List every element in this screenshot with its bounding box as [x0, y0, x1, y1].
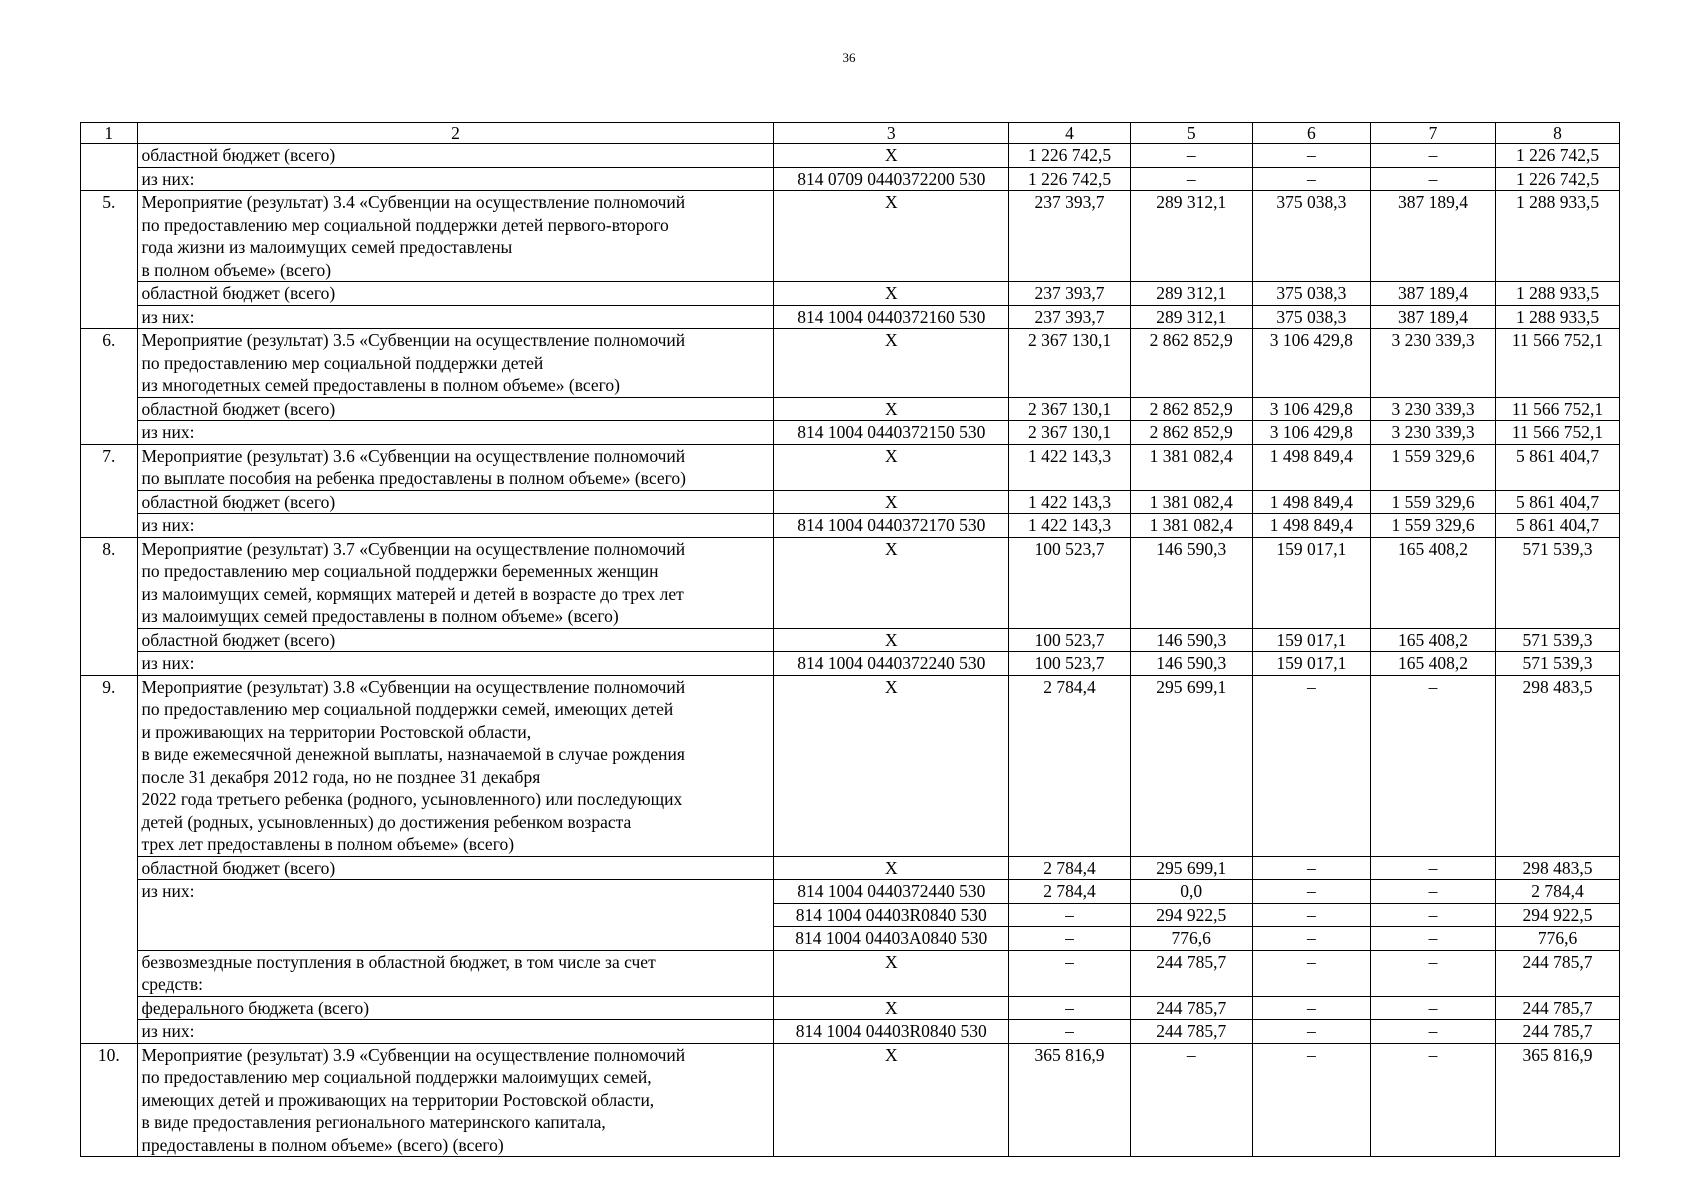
description-line: из них:: [141, 168, 195, 189]
amount-cell: 100 523,7: [1009, 537, 1131, 628]
amount-cell: 571 539,3: [1496, 628, 1620, 652]
amount-cell: 2 367 130,1: [1009, 397, 1131, 421]
amount-cell: 387 189,4: [1371, 305, 1496, 329]
budget-code-cell: Х: [774, 144, 1009, 168]
description-line: в виде предоставления регионального материнского капитала,: [141, 1112, 606, 1132]
description-line: из них:: [141, 422, 195, 442]
amount-cell: 1 498 849,4: [1252, 490, 1370, 514]
amount-cell: 2 862 852,9: [1130, 397, 1252, 421]
amount-cell: 2 862 852,9: [1130, 329, 1252, 398]
item-number-cell: 9.: [81, 675, 138, 856]
amount-cell: 295 699,1: [1130, 856, 1252, 880]
description-line: средств:: [141, 974, 204, 994]
amount-cell: 165 408,2: [1371, 537, 1496, 628]
table-row: [81, 652, 1620, 676]
budget-code-cell: 814 1004 0440372160 530: [774, 305, 1009, 329]
description-line: Мероприятие (результат) 3.9 «Субвенции на осуществление полномочий: [141, 1044, 686, 1065]
amount-cell: 159 017,1: [1252, 628, 1370, 652]
description-line: [142, 927, 770, 950]
table-row: [81, 537, 1620, 628]
description-line: по выплате пособия на ребенка предоставлены в полном объеме» (всего): [141, 468, 686, 488]
description-line: в виде ежемесячной денежной выплаты, назначаемой в случае рождения: [141, 744, 685, 764]
amount-cell: 5 861 404,7: [1496, 490, 1620, 514]
description-cell: [137, 950, 774, 996]
budget-code-cell: Х: [774, 628, 1009, 652]
description-line: областной бюджет (всего): [141, 283, 336, 303]
amount-cell: 375 038,3: [1252, 191, 1370, 282]
amount-cell: 1 559 329,6: [1371, 444, 1496, 490]
description-line: Мероприятие (результат) 3.5 «Субвенции на осуществление полномочий: [141, 330, 686, 350]
table-row: [81, 927, 1620, 951]
table-row: [81, 996, 1620, 1020]
table-row: [81, 514, 1620, 538]
description-line: областной бюджет (всего): [141, 398, 336, 419]
description-line: областной бюджет (всего): [141, 145, 336, 165]
description-line: из них:: [141, 653, 195, 673]
amount-cell: –: [1252, 675, 1370, 856]
description-line: областной бюджет (всего): [141, 857, 336, 878]
table-row: [81, 675, 1620, 856]
amount-cell: –: [1252, 144, 1370, 168]
budget-code-cell: Х: [774, 191, 1009, 282]
amount-cell: 2 862 852,9: [1130, 421, 1252, 445]
amount-cell: 1 226 742,5: [1009, 167, 1131, 191]
description-cell: [137, 421, 774, 445]
amount-cell: –: [1371, 1020, 1496, 1044]
amount-cell: 1 381 082,4: [1130, 490, 1252, 514]
header-cell: 1: [81, 123, 138, 144]
description-line: имеющих детей и проживающих на территории Ростовской области,: [141, 1089, 655, 1110]
item-number-cell: [81, 305, 138, 329]
item-number-cell: [81, 144, 138, 168]
amount-cell: –: [1252, 927, 1370, 951]
table-row: [81, 329, 1620, 398]
table-row: [81, 1020, 1620, 1044]
table-row: [81, 444, 1620, 490]
budget-code-cell: Х: [774, 856, 1009, 880]
table-row: [81, 1043, 1620, 1157]
table-row: [81, 856, 1620, 880]
amount-cell: –: [1009, 927, 1131, 951]
description-cell: [137, 996, 774, 1020]
amount-cell: 1 422 143,3: [1009, 514, 1131, 538]
budget-code-cell: Х: [774, 996, 1009, 1020]
amount-cell: 1 422 143,3: [1009, 444, 1131, 490]
description-line: детей (родных, усыновленных) до достижения ребенком возраста: [141, 811, 632, 832]
description-line: года жизни из малоимущих семей предоставлены: [141, 237, 513, 257]
amount-cell: 244 785,7: [1130, 1020, 1252, 1044]
amount-cell: 3 230 339,3: [1371, 397, 1496, 421]
header-cell: 3: [774, 123, 1009, 144]
amount-cell: 1 226 742,5: [1496, 144, 1620, 168]
amount-cell: 165 408,2: [1371, 652, 1496, 676]
description-line: по предоставлению мер социальной поддержки детей: [141, 352, 544, 373]
item-number-cell: 10.: [81, 1043, 138, 1157]
budget-code-cell: Х: [774, 950, 1009, 996]
budget-code-cell: Х: [774, 1043, 1009, 1157]
amount-cell: 2 367 130,1: [1009, 421, 1131, 445]
amount-cell: 375 038,3: [1252, 305, 1370, 329]
description-cell: [137, 167, 774, 191]
amount-cell: 3 230 339,3: [1371, 329, 1496, 398]
amount-cell: 244 785,7: [1496, 950, 1620, 996]
item-number-cell: [81, 397, 138, 421]
amount-cell: 1 288 933,5: [1496, 282, 1620, 306]
description-cell: [137, 628, 774, 652]
amount-cell: 3 230 339,3: [1371, 421, 1496, 445]
amount-cell: 1 381 082,4: [1130, 444, 1252, 490]
description-line: областной бюджет (всего): [141, 491, 336, 512]
table-row: [81, 397, 1620, 421]
amount-cell: –: [1371, 144, 1496, 168]
header-cell: 5: [1130, 123, 1252, 144]
amount-cell: 146 590,3: [1130, 628, 1252, 652]
budget-code-cell: Х: [774, 537, 1009, 628]
amount-cell: 3 106 429,8: [1252, 397, 1370, 421]
table-row: [81, 191, 1620, 282]
table-row: [81, 421, 1620, 445]
amount-cell: 3 106 429,8: [1252, 421, 1370, 445]
amount-cell: 571 539,3: [1496, 652, 1620, 676]
amount-cell: 387 189,4: [1371, 282, 1496, 306]
item-number-cell: [81, 421, 138, 445]
description-line: Мероприятие (результат) 3.7 «Субвенции на осуществление полномочий: [141, 538, 686, 559]
amount-cell: 1 226 742,5: [1496, 167, 1620, 191]
description-cell: [137, 675, 774, 856]
amount-cell: –: [1252, 950, 1370, 996]
amount-cell: 1 422 143,3: [1009, 490, 1131, 514]
amount-cell: –: [1009, 1020, 1131, 1044]
amount-cell: 1 288 933,5: [1496, 305, 1620, 329]
description-cell: [137, 652, 774, 676]
header-cell: 8: [1496, 123, 1620, 144]
amount-cell: 298 483,5: [1496, 675, 1620, 856]
item-number-cell: 5.: [81, 191, 138, 282]
amount-cell: 776,6: [1496, 927, 1620, 951]
amount-cell: –: [1371, 903, 1496, 927]
item-number-cell: [81, 628, 138, 652]
item-number-cell: [81, 856, 138, 880]
amount-cell: 365 816,9: [1009, 1043, 1131, 1157]
amount-cell: –: [1130, 167, 1252, 191]
item-number-cell: [81, 167, 138, 191]
amount-cell: 5 861 404,7: [1496, 514, 1620, 538]
item-number-cell: [81, 950, 138, 996]
description-line: по предоставлению мер социальной поддержки малоимущих семей,: [141, 1067, 652, 1087]
description-cell: [137, 856, 774, 880]
description-line: Мероприятие (результат) 3.8 «Субвенции на осуществление полномочий: [141, 676, 686, 697]
table-row: [81, 282, 1620, 306]
table-row: [81, 950, 1620, 996]
amount-cell: 1 498 849,4: [1252, 514, 1370, 538]
description-line: федерального бюджета (всего): [141, 997, 370, 1018]
description-line: по предоставлению мер социальной поддержки беременных женщин: [141, 561, 659, 581]
amount-cell: –: [1371, 880, 1496, 904]
amount-cell: –: [1371, 1043, 1496, 1157]
amount-cell: 237 393,7: [1009, 191, 1131, 282]
amount-cell: 1 498 849,4: [1252, 444, 1370, 490]
amount-cell: 2 784,4: [1496, 880, 1620, 904]
budget-code-cell: 814 1004 0440372170 530: [774, 514, 1009, 538]
description-line: трех лет предоставлены в полном объеме» (всего): [141, 834, 515, 854]
amount-cell: 2 784,4: [1009, 675, 1131, 856]
description-line: 2022 года третьего ребенка (родного, усыновленного) или последующих: [141, 789, 683, 809]
description-line: из малоимущих семей предоставлены в полном объеме» (всего): [141, 606, 619, 626]
item-number-cell: [81, 880, 138, 904]
amount-cell: 1 288 933,5: [1496, 191, 1620, 282]
amount-cell: 237 393,7: [1009, 282, 1131, 306]
description-line: областной бюджет (всего): [141, 629, 336, 650]
table-row: [81, 880, 1620, 904]
description-line: из них:: [141, 515, 195, 535]
budget-code-cell: Х: [774, 282, 1009, 306]
amount-cell: 2 367 130,1: [1009, 329, 1131, 398]
description-cell: [137, 927, 774, 951]
header-cell: 6: [1252, 123, 1370, 144]
budget-table: [80, 122, 1620, 1157]
description-line: и проживающих на территории Ростовской области,: [141, 721, 532, 742]
description-cell: [137, 282, 774, 306]
item-number-cell: 8.: [81, 537, 138, 628]
budget-code-cell: Х: [774, 490, 1009, 514]
description-line: из них:: [141, 1021, 195, 1041]
amount-cell: –: [1371, 675, 1496, 856]
amount-cell: –: [1252, 880, 1370, 904]
amount-cell: 165 408,2: [1371, 628, 1496, 652]
amount-cell: 2 784,4: [1009, 856, 1131, 880]
budget-code-cell: 814 1004 04403A0840 530: [774, 927, 1009, 951]
amount-cell: 571 539,3: [1496, 537, 1620, 628]
budget-code-cell: 814 1004 0440372150 530: [774, 421, 1009, 445]
table-row: [81, 144, 1620, 168]
amount-cell: 295 699,1: [1130, 675, 1252, 856]
amount-cell: –: [1009, 950, 1131, 996]
description-line: из них:: [141, 306, 195, 327]
amount-cell: 100 523,7: [1009, 652, 1131, 676]
amount-cell: 11 566 752,1: [1496, 329, 1620, 398]
amount-cell: 294 922,5: [1496, 903, 1620, 927]
amount-cell: –: [1009, 996, 1131, 1020]
amount-cell: 387 189,4: [1371, 191, 1496, 282]
amount-cell: 1 381 082,4: [1130, 514, 1252, 538]
description-cell: [137, 490, 774, 514]
table-row: [81, 490, 1620, 514]
budget-code-cell: Х: [774, 397, 1009, 421]
budget-code-cell: Х: [774, 444, 1009, 490]
description-line: из малоимущих семей, кормящих матерей и детей в возрасте до трех лет: [141, 583, 684, 604]
amount-cell: 0,0: [1130, 880, 1252, 904]
amount-cell: 244 785,7: [1130, 996, 1252, 1020]
budget-code-cell: 814 1004 0440372240 530: [774, 652, 1009, 676]
amount-cell: 237 393,7: [1009, 305, 1131, 329]
description-line: Мероприятие (результат) 3.6 «Субвенции на осуществление полномочий: [141, 445, 686, 466]
amount-cell: –: [1252, 167, 1370, 191]
item-number-cell: [81, 490, 138, 514]
header-cell: 4: [1009, 123, 1131, 144]
description-cell: [137, 903, 774, 927]
description-line: в полном объеме» (всего): [141, 259, 332, 280]
description-cell: [137, 1043, 774, 1157]
description-cell: [137, 514, 774, 538]
description-line: из многодетных семей предоставлены в полном объеме» (всего): [141, 375, 620, 395]
header-row: [81, 123, 1620, 144]
header-cell: 7: [1371, 123, 1496, 144]
item-number-cell: [81, 652, 138, 676]
amount-cell: 146 590,3: [1130, 537, 1252, 628]
description-cell: [137, 537, 774, 628]
table-row: [81, 167, 1620, 191]
amount-cell: 289 312,1: [1130, 282, 1252, 306]
item-number-cell: [81, 514, 138, 538]
budget-code-cell: 814 1004 04403R0840 530: [774, 903, 1009, 927]
amount-cell: –: [1252, 1020, 1370, 1044]
table-row: [81, 305, 1620, 329]
item-number-cell: 7.: [81, 444, 138, 490]
amount-cell: 11 566 752,1: [1496, 421, 1620, 445]
description-cell: [137, 444, 774, 490]
description-line: Мероприятие (результат) 3.4 «Субвенции на осуществление полномочий: [141, 192, 686, 212]
description-line: по предоставлению мер социальной поддержки семей, имеющих детей: [141, 699, 674, 719]
amount-cell: 5 861 404,7: [1496, 444, 1620, 490]
description-cell: [137, 329, 774, 398]
item-number-cell: [81, 927, 138, 951]
description-cell: [137, 1020, 774, 1044]
description-cell: [137, 397, 774, 421]
description-cell: [137, 305, 774, 329]
amount-cell: –: [1371, 856, 1496, 880]
amount-cell: –: [1371, 996, 1496, 1020]
amount-cell: –: [1130, 144, 1252, 168]
description-line: после 31 декабря 2012 года, но не позднее 31 декабря: [141, 766, 541, 787]
amount-cell: –: [1252, 856, 1370, 880]
amount-cell: 146 590,3: [1130, 652, 1252, 676]
description-line: предоставлены в полном объеме» (всего) (всего): [141, 1134, 504, 1155]
description-line: безвозмездные поступления в областной бюджет, в том числе за счет: [141, 951, 656, 972]
amount-cell: 289 312,1: [1130, 305, 1252, 329]
amount-cell: 298 483,5: [1496, 856, 1620, 880]
amount-cell: –: [1371, 167, 1496, 191]
item-number-cell: [81, 996, 138, 1020]
amount-cell: 1 226 742,5: [1009, 144, 1131, 168]
amount-cell: 294 922,5: [1130, 903, 1252, 927]
amount-cell: 244 785,7: [1130, 950, 1252, 996]
amount-cell: –: [1252, 1043, 1370, 1157]
page-number: 36: [842, 50, 856, 65]
table-row: [81, 903, 1620, 927]
amount-cell: 244 785,7: [1496, 996, 1620, 1020]
item-number-cell: [81, 1020, 138, 1044]
amount-cell: –: [1371, 950, 1496, 996]
table-row: [81, 628, 1620, 652]
description-cell: [137, 880, 774, 904]
header-cell: 2: [137, 123, 774, 144]
description-cell: [137, 144, 774, 168]
amount-cell: –: [1252, 996, 1370, 1020]
amount-cell: 1 559 329,6: [1371, 514, 1496, 538]
budget-code-cell: 814 1004 0440372440 530: [774, 880, 1009, 904]
amount-cell: 159 017,1: [1252, 652, 1370, 676]
amount-cell: –: [1009, 903, 1131, 927]
item-number-cell: [81, 282, 138, 306]
amount-cell: 159 017,1: [1252, 537, 1370, 628]
amount-cell: –: [1130, 1043, 1252, 1157]
amount-cell: 3 106 429,8: [1252, 329, 1370, 398]
budget-code-cell: Х: [774, 329, 1009, 398]
amount-cell: 375 038,3: [1252, 282, 1370, 306]
amount-cell: 244 785,7: [1496, 1020, 1620, 1044]
description-line: [142, 903, 770, 926]
amount-cell: 289 312,1: [1130, 191, 1252, 282]
budget-code-cell: Х: [774, 675, 1009, 856]
amount-cell: 1 559 329,6: [1371, 490, 1496, 514]
amount-cell: 776,6: [1130, 927, 1252, 951]
amount-cell: –: [1371, 927, 1496, 951]
description-cell: [137, 191, 774, 282]
description-line: из них:: [141, 881, 195, 901]
item-number-cell: [81, 903, 138, 927]
amount-cell: 365 816,9: [1496, 1043, 1620, 1157]
amount-cell: 100 523,7: [1009, 628, 1131, 652]
description-line: по предоставлению мер социальной поддержки детей первого-второго: [141, 214, 669, 235]
budget-code-cell: 814 1004 04403R0840 530: [774, 1020, 1009, 1044]
amount-cell: 11 566 752,1: [1496, 397, 1620, 421]
budget-code-cell: 814 0709 0440372200 530: [774, 167, 1009, 191]
amount-cell: 2 784,4: [1009, 880, 1131, 904]
item-number-cell: 6.: [81, 329, 138, 398]
amount-cell: –: [1252, 903, 1370, 927]
